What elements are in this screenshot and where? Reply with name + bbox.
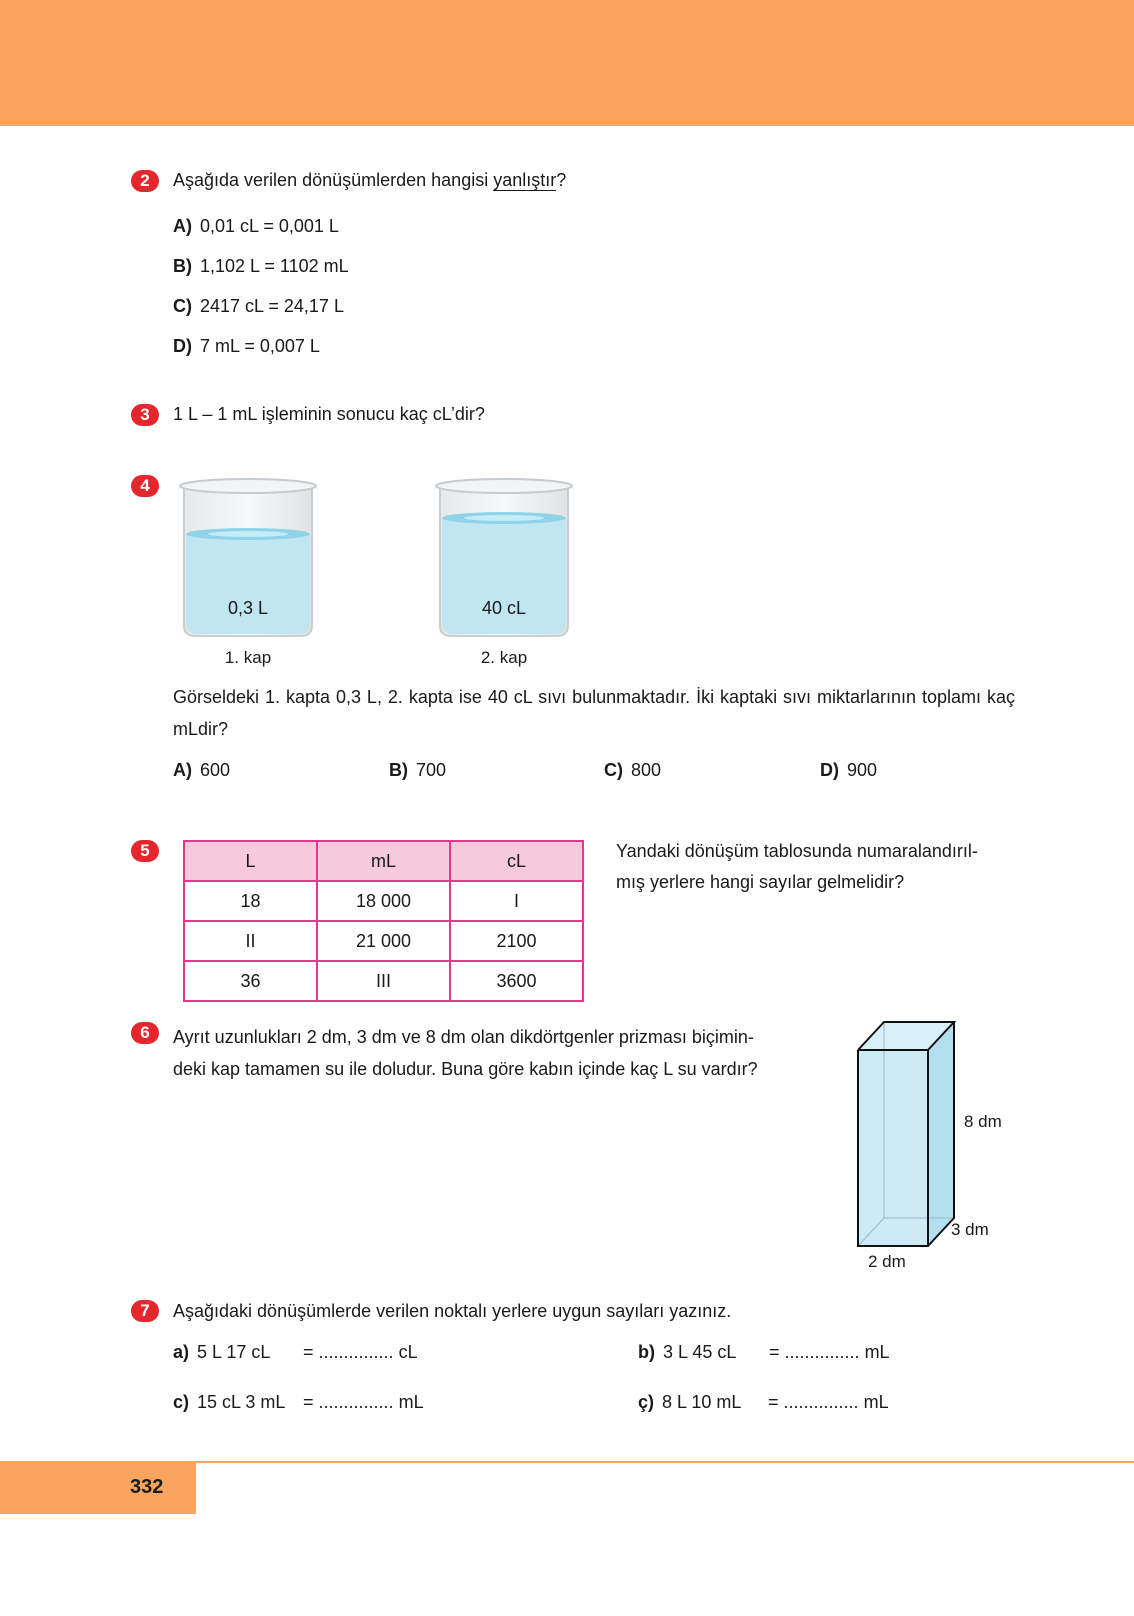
table-cell: III <box>317 961 450 1001</box>
question-3-text: 1 L – 1 mL işleminin sonucu kaç cL’dir? <box>173 404 485 424</box>
table-header-row <box>184 841 583 881</box>
question-6-text <box>173 1021 833 1085</box>
option-c <box>173 296 344 317</box>
question-text: Aşağıda verilen dönüşümlerden hangisi <box>173 170 494 190</box>
item-letter: ç) <box>638 1392 655 1412</box>
page-number-box <box>0 1461 196 1514</box>
item-unit: mL <box>863 1392 889 1412</box>
item-letter: a) <box>173 1342 190 1362</box>
option-letter: D) <box>820 760 839 780</box>
conversion-item-a <box>173 1342 418 1363</box>
item-unit: cL <box>398 1342 418 1362</box>
question-line: deki kap tamamen su ile doludur. Buna göre kabın içinde kaç L su vardır? <box>173 1059 758 1079</box>
table-row <box>184 881 583 921</box>
conversion-item-c-cedilla <box>638 1392 889 1413</box>
question-2-text <box>173 170 566 191</box>
question-number-badge: 4 <box>131 475 159 497</box>
option-d <box>173 336 320 357</box>
top-banner <box>0 0 1134 126</box>
option-a <box>173 760 230 781</box>
option-text: 2417 cL = 24,17 L <box>200 296 344 316</box>
item-letter: b) <box>638 1342 655 1362</box>
question-number-badge: 7 <box>131 1300 159 1322</box>
option-letter: D) <box>173 336 192 356</box>
footer-rule <box>196 1461 1134 1463</box>
item-blank: ............... <box>783 1392 859 1412</box>
option-text: 900 <box>847 760 878 780</box>
option-c <box>604 760 661 781</box>
question-7-text: Aşağıdaki dönüşümlerde verilen noktalı yerlere uygun sayıları yazınız. <box>173 1301 732 1321</box>
page-number: 332 <box>130 1476 164 1498</box>
prism-depth-label: 3 dm <box>951 1220 989 1239</box>
item-unit: mL <box>864 1342 890 1362</box>
option-letter: A) <box>173 216 192 236</box>
question-line: Yandaki dönüşüm tablosunda numaralandırıl- <box>616 841 978 861</box>
conversion-table <box>183 840 584 1002</box>
question-number-badge: 5 <box>131 840 159 862</box>
option-text: 600 <box>200 760 231 780</box>
item-blank: ............... <box>318 1342 394 1362</box>
table-header-cell: L <box>184 841 317 881</box>
option-letter: C) <box>604 760 623 780</box>
conversion-item-c <box>173 1392 424 1413</box>
question-mark: ? <box>556 170 567 190</box>
option-d <box>820 760 877 781</box>
item-equals: = <box>303 1342 314 1362</box>
item-expression: 3 L 45 cL <box>663 1342 737 1362</box>
question-line: Ayrıt uzunlukları 2 dm, 3 dm ve 8 dm olan dikdörtgenler prizması biçimin- <box>173 1027 754 1047</box>
item-expression: 8 L 10 mL <box>662 1392 742 1412</box>
item-equals: = <box>303 1392 314 1412</box>
question-number-badge: 3 <box>131 404 159 426</box>
table-cell: 21 000 <box>317 921 450 961</box>
table-cell: 3600 <box>450 961 583 1001</box>
option-a <box>173 216 339 237</box>
item-letter: c) <box>173 1392 190 1412</box>
option-b <box>173 256 349 277</box>
question-4-text: Görseldeki 1. kapta 0,3 L, 2. kapta ise 40 cL sıvı bulunmaktadır. İki kaptaki sıvı miktarlarının toplamı kaç mLdir? <box>173 687 1015 739</box>
table-cell: 18 000 <box>317 881 450 921</box>
underlined-word: yanlıştır <box>493 170 557 190</box>
table-cell: I <box>450 881 583 921</box>
option-letter: B) <box>389 760 408 780</box>
rectangular-prism <box>850 1018 960 1250</box>
item-blank: ............... <box>784 1342 860 1362</box>
beaker-2-caption: 2. kap <box>480 648 528 667</box>
item-expression: 5 L 17 cL <box>197 1342 271 1362</box>
beaker-1-caption: 1. kap <box>224 648 272 667</box>
question-number-badge: 6 <box>131 1022 159 1044</box>
option-text: 800 <box>631 760 662 780</box>
item-blank: ............... <box>318 1392 394 1412</box>
option-text: 7 mL = 0,007 L <box>200 336 320 356</box>
option-text: 1,102 L = 1102 mL <box>200 256 349 276</box>
option-letter: B) <box>173 256 192 276</box>
table-header-cell: mL <box>317 841 450 881</box>
item-equals: = <box>768 1392 779 1412</box>
prism-width-label: 2 dm <box>868 1252 906 1271</box>
table-header-cell: cL <box>450 841 583 881</box>
item-equals: = <box>769 1342 780 1362</box>
option-text: 0,01 cL = 0,001 L <box>200 216 339 236</box>
item-unit: mL <box>398 1392 424 1412</box>
beaker-2-label: 40 cL <box>481 598 527 618</box>
question-number-badge: 2 <box>131 170 159 192</box>
option-letter: C) <box>173 296 192 316</box>
option-text: 700 <box>416 760 447 780</box>
conversion-item-b <box>638 1342 890 1363</box>
table-row <box>184 961 583 1001</box>
table-row <box>184 921 583 961</box>
option-b <box>389 760 446 781</box>
question-5-text <box>616 836 1026 898</box>
item-expression: 15 cL 3 mL <box>197 1392 286 1412</box>
beaker-1-label: 0,3 L <box>227 598 269 618</box>
table-cell: 2100 <box>450 921 583 961</box>
table-cell: II <box>184 921 317 961</box>
option-letter: A) <box>173 760 192 780</box>
question-line: mış yerlere hangi sayılar gelmelidir? <box>616 872 905 892</box>
table-cell: 18 <box>184 881 317 921</box>
table-cell: 36 <box>184 961 317 1001</box>
prism-height-label: 8 dm <box>964 1112 1002 1131</box>
